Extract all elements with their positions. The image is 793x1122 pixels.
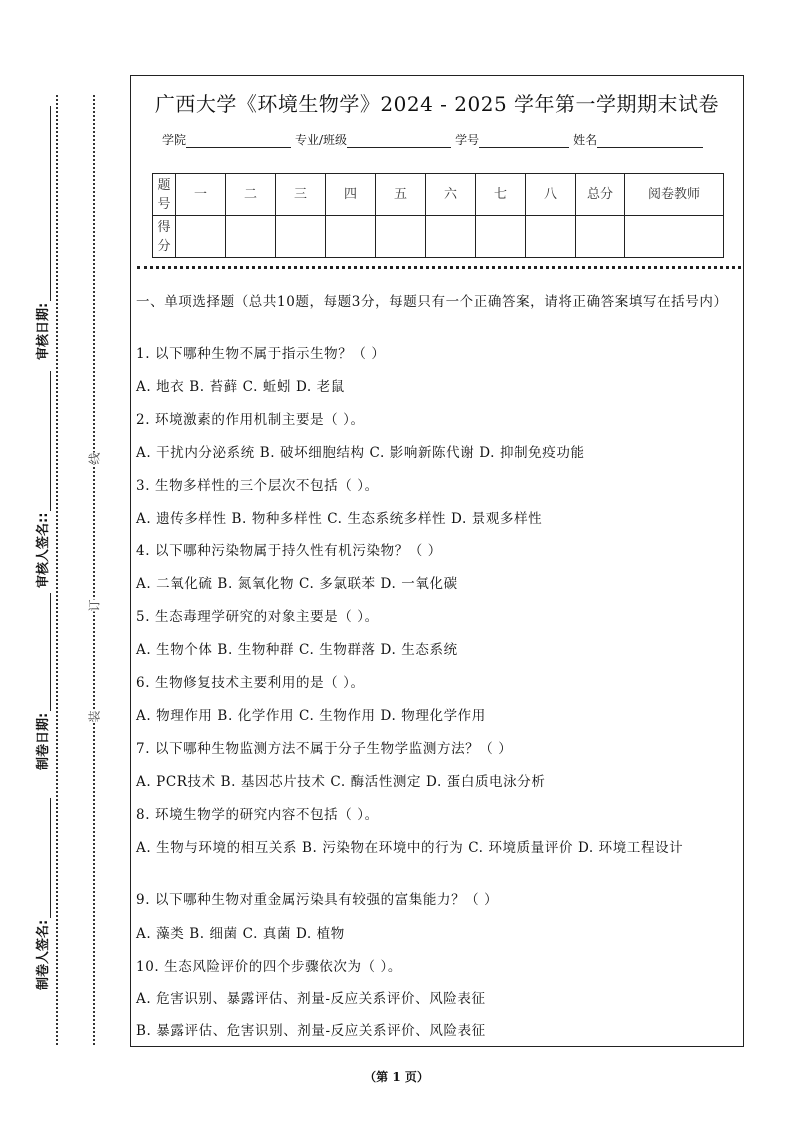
review-date-field xyxy=(32,106,51,360)
table-cell: 二 xyxy=(226,174,276,216)
bind-char: 订 xyxy=(87,599,102,612)
question: 5. 生态毒理学研究的对象主要是（ ）。 xyxy=(136,609,379,625)
signature-line[interactable] xyxy=(35,371,51,511)
options: A. PCR技术 B. 基因芯片技术 C. 酶活性测定 D. 蛋白质电泳分析 xyxy=(136,774,546,790)
exam-title: 广西大学《环境生物学》2024 - 2025 学年第一学期期末试卷 xyxy=(154,92,720,116)
question: 8. 环境生物学的研究内容不包括（ ）。 xyxy=(136,807,379,823)
options: A. 地衣 B. 苔藓 C. 蚯蚓 D. 老鼠 xyxy=(136,379,345,395)
question: 6. 生物修复技术主要利用的是（ ）。 xyxy=(136,675,365,691)
question: 7. 以下哪种生物监测方法不属于分子生物学监测方法？（ ） xyxy=(136,741,513,757)
score-cell[interactable] xyxy=(376,216,426,258)
reviewer-sign-field xyxy=(32,371,51,588)
score-cell[interactable] xyxy=(226,216,276,258)
score-cell[interactable] xyxy=(476,216,526,258)
options: A. 藻类 B. 细菌 C. 真菌 D. 植物 xyxy=(136,926,345,942)
major-field[interactable] xyxy=(347,133,451,148)
signature-line[interactable] xyxy=(35,106,51,301)
label: 审核日期: xyxy=(36,302,51,360)
student-info xyxy=(162,131,707,148)
options: B. 暴露评估、危害识别、剂量-反应关系评价、风险表征 xyxy=(136,1023,486,1039)
score-table xyxy=(152,173,724,258)
table-cell: 得分 xyxy=(153,216,176,258)
question: 2. 环境激素的作用机制主要是（ ）。 xyxy=(136,412,365,428)
signature-line[interactable] xyxy=(35,593,51,711)
college-field[interactable] xyxy=(186,133,291,148)
student-id-field[interactable] xyxy=(479,133,569,148)
binding-dotted-line xyxy=(93,95,95,1045)
options: A. 物理作用 B. 化学作用 C. 生物作用 D. 物理化学作用 xyxy=(136,708,486,724)
score-cell[interactable] xyxy=(526,216,576,258)
table-cell: 六 xyxy=(426,174,476,216)
signature-line[interactable] xyxy=(35,798,51,918)
bind-char: 装 xyxy=(87,710,102,723)
question: 3. 生物多样性的三个层次不包括（ ）。 xyxy=(136,478,379,494)
table-cell: 阅卷教师 xyxy=(625,174,724,216)
major-label: 专业/班级 xyxy=(295,133,348,147)
college-label: 学院 xyxy=(162,133,187,147)
table-header-row xyxy=(153,174,724,216)
score-cell[interactable] xyxy=(176,216,226,258)
options: A. 干扰内分泌系统 B. 破坏细胞结构 C. 影响新陈代谢 D. 抑制免疫功能 xyxy=(136,445,585,461)
options: A. 二氧化硫 B. 氮氧化物 C. 多氯联苯 D. 一氧化碳 xyxy=(136,576,458,592)
bind-char: 线 xyxy=(87,452,102,465)
margin-dotted-line xyxy=(56,95,58,1045)
label: 制卷人签名: xyxy=(36,919,51,990)
score-cell[interactable] xyxy=(326,216,376,258)
table-cell: 七 xyxy=(476,174,526,216)
question: 9. 以下哪种生物对重金属污染具有较强的富集能力？（ ） xyxy=(136,892,499,908)
label: 制卷日期: xyxy=(36,712,51,770)
table-cell: 总分 xyxy=(576,174,625,216)
table-cell: 三 xyxy=(276,174,326,216)
table-cell: 一 xyxy=(176,174,226,216)
options: A. 危害识别、暴露评估、剂量-反应关系评价、风险表征 xyxy=(136,991,486,1007)
name-label: 姓名 xyxy=(573,133,598,147)
options: A. 生物个体 B. 生物种群 C. 生物群落 D. 生态系统 xyxy=(136,642,458,658)
label: 审核人签名:: xyxy=(36,512,51,588)
score-cell[interactable] xyxy=(426,216,476,258)
question: 4. 以下哪种污染物属于持久性有机污染物？（ ） xyxy=(136,543,442,559)
table-cell: 五 xyxy=(376,174,426,216)
section-divider xyxy=(137,266,741,269)
maker-sign-field xyxy=(32,798,51,990)
table-cell: 题号 xyxy=(153,174,176,216)
make-date-field xyxy=(32,593,51,770)
table-cell: 八 xyxy=(526,174,576,216)
score-cell[interactable] xyxy=(576,216,625,258)
options: A. 遗传多样性 B. 物种多样性 C. 生态系统多样性 D. 景观多样性 xyxy=(136,511,543,527)
question: 10. 生态风险评价的四个步骤依次为（ ）。 xyxy=(136,959,403,975)
score-row xyxy=(153,216,724,258)
name-field[interactable] xyxy=(597,133,703,148)
question: 1. 以下哪种生物不属于指示生物？（ ） xyxy=(136,346,386,362)
options: A. 生物与环境的相互关系 B. 污染物在环境中的行为 C. 环境质量评价 D. 环境工程设计 xyxy=(136,840,684,856)
score-cell[interactable] xyxy=(625,216,724,258)
page-number: （第 1 页） xyxy=(364,1070,429,1084)
student-id-label: 学号 xyxy=(455,133,480,147)
score-cell[interactable] xyxy=(276,216,326,258)
section-heading: 一、单项选择题（总共10题，每题3分，每题只有一个正确答案，请将正确答案填写在括号内） xyxy=(136,294,728,310)
table-cell: 四 xyxy=(326,174,376,216)
